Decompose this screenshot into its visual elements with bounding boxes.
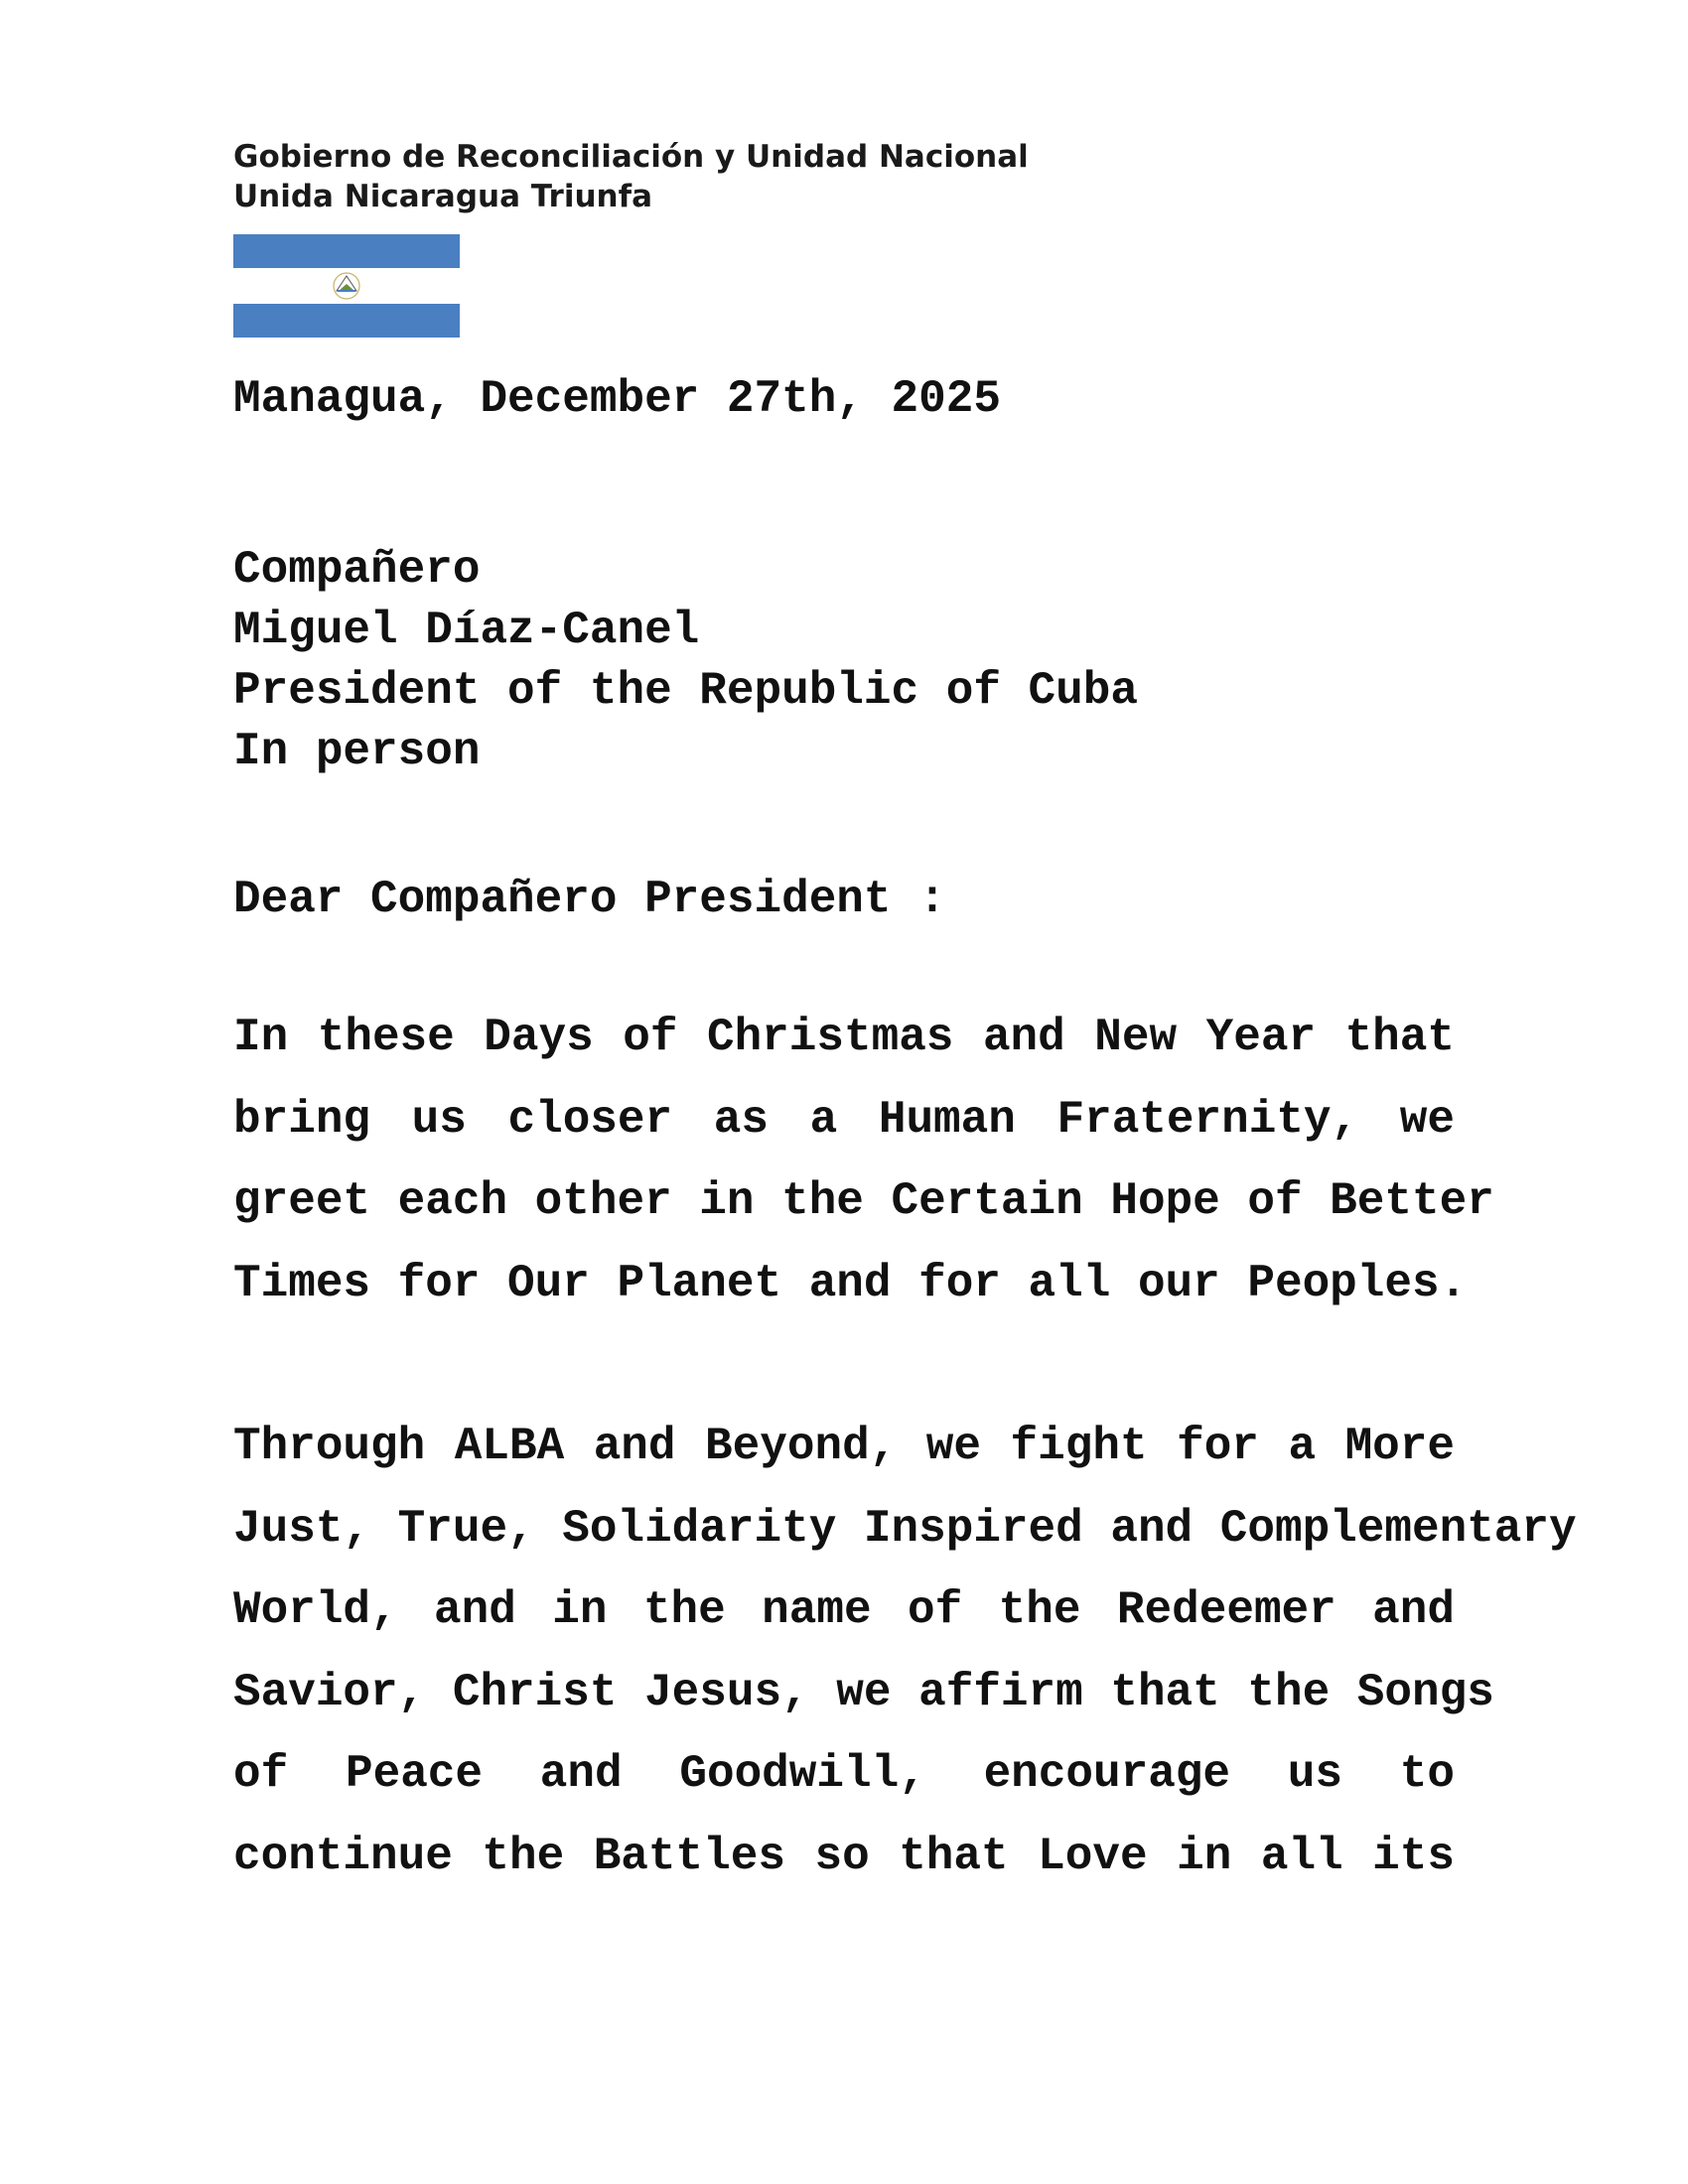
paragraph-line: Savior, Christ Jesus, we affirm that the Songs (233, 1666, 1494, 1718)
paragraph-line: World, and in the name of the Redeemer and (233, 1584, 1455, 1636)
paragraph-line: Times for Our Planet and for all our Peoples. (233, 1257, 1468, 1309)
paragraph-line: continue the Battles so that Love in all its (233, 1830, 1455, 1882)
paragraph-line: Just, True, Solidarity Inspired and Complementary (233, 1502, 1577, 1555)
recipient-position: President of the Republic of Cuba (233, 665, 1138, 717)
letterhead (233, 137, 1029, 216)
paragraph-line: bring us closer as a Human Fraternity, we (233, 1093, 1455, 1146)
paragraph-2 (233, 1406, 1577, 1897)
nicaragua-flag-icon (233, 234, 460, 338)
recipient-title: Compañero (233, 544, 481, 596)
paragraph-line: greet each other in the Certain Hope of Better (233, 1175, 1494, 1227)
recipient-address (233, 540, 1138, 782)
recipient-delivery: In person (233, 726, 481, 777)
letterhead-slogan: Unida Nicaragua Triunfa (233, 179, 653, 214)
paragraph-line: Through ALBA and Beyond, we fight for a More (233, 1421, 1455, 1472)
letterhead-government-name: Gobierno de Reconciliación y Unidad Nacional (233, 139, 1029, 175)
paragraph-line: of Peace and Goodwill, encourage us to (233, 1748, 1455, 1800)
paragraph-1 (233, 997, 1494, 1324)
recipient-name: Miguel Díaz-Canel (233, 605, 700, 656)
letter-date: Managua, December 27th, 2025 (233, 373, 1001, 425)
paragraph-line: In these Days of Christmas and New Year that (233, 1012, 1455, 1063)
salutation: Dear Compañero President : (233, 874, 946, 925)
